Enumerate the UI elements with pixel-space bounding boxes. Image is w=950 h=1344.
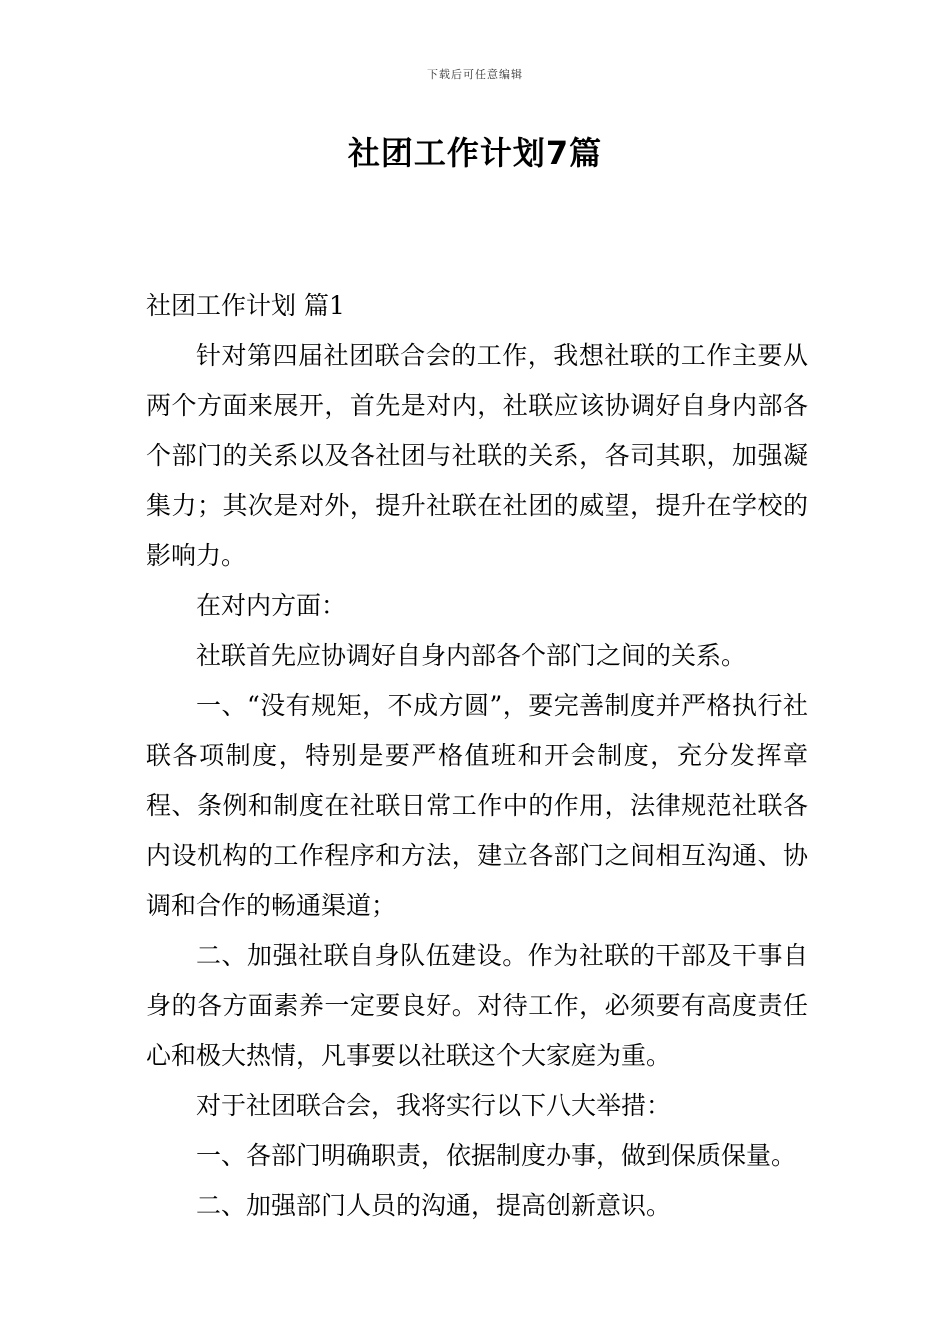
paragraph: 一、各部门明确职责，依据制度办事，做到保质保量。 [196, 1141, 797, 1170]
paragraph: 二、加强社联自身队伍建设。作为社联的干部及干事自身的各方面素养一定要良好。对待工作，必须要有高度责任心和极大热情，凡事要以社联这个大家庭为重。 [146, 941, 808, 1070]
document-title: 社团工作计划7篇 [347, 134, 603, 172]
paragraph: 社联首先应协调好自身内部各个部门之间的关系。 [196, 641, 747, 670]
paragraph: 二、加强部门人员的沟通，提高创新意识。 [196, 1191, 672, 1220]
paragraph: 在对内方面： [196, 591, 347, 620]
header-note: 下载后可任意编辑 [427, 68, 523, 81]
document-body [146, 281, 808, 1231]
paragraph: 一、“没有规矩，不成方圆”，要完善制度并严格执行社联各项制度，特别是要严格值班和开会制度，充分发挥章程、条例和制度在社联日常工作中的作用，法律规范社联各内设机构的工作程序和方法，建立各部门之间相互沟通、协调和合作的畅通渠道； [146, 691, 808, 920]
paragraph: 针对第四届社团联合会的工作，我想社联的工作主要从两个方面来展开，首先是对内，社联应该协调好自身内部各个部门的关系以及各社团与社联的关系，各司其职，加强凝集力；其次是对外，提升社联在社团的威望，提升在学校的影响力。 [146, 341, 808, 570]
section-heading: 社团工作计划 篇1 [146, 291, 345, 320]
paragraph: 对于社团联合会，我将实行以下八大举措： [196, 1091, 672, 1120]
